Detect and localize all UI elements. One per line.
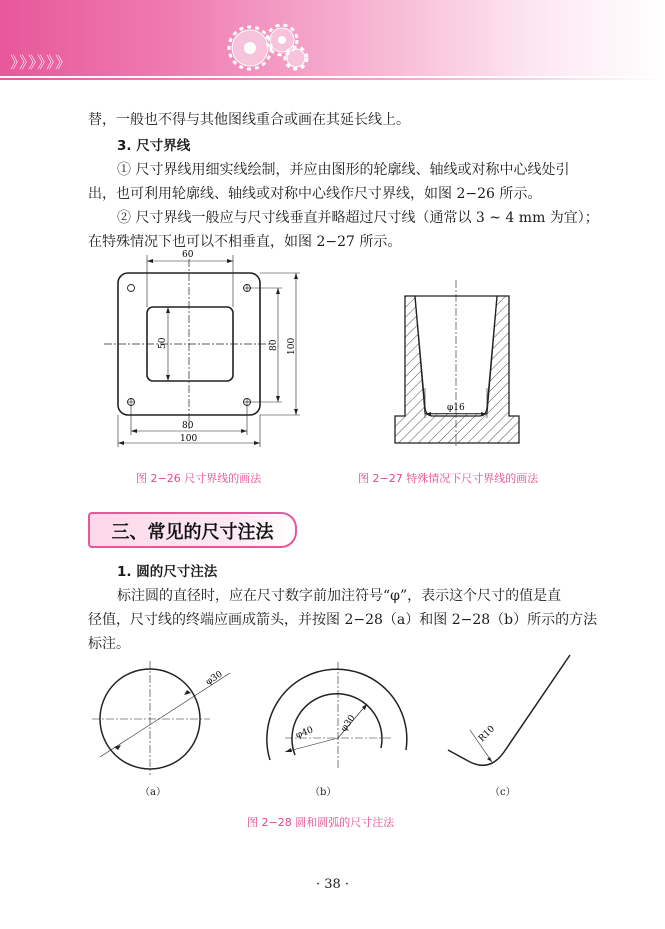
- header-rule: [0, 78, 665, 80]
- header-band: [0, 0, 665, 76]
- figure-2-28-caption: 图 2−28 圆和圆弧的尺寸注法: [247, 816, 395, 829]
- figure-label-b: （b）: [310, 787, 337, 798]
- text-line: 径值，尺寸线的终端应画成箭头，并按图 2−28（a）和图 2−28（b）所示的方法: [88, 612, 598, 628]
- figure-2-28c-drawing: [440, 650, 580, 775]
- figure-2-26-drawing: [100, 245, 315, 455]
- chevron-decoration-icon: 》》》》》》: [10, 53, 73, 72]
- dim-80-horizontal-label: 80: [182, 421, 194, 431]
- dim-phi30-label: φ30: [204, 669, 225, 688]
- dim-100-horizontal-label: 100: [180, 434, 198, 444]
- subheading-dimension-extension-line: 3. 尺寸界线: [117, 138, 191, 154]
- dim-80-vertical-label: 80: [269, 339, 279, 351]
- dim-60-label: 60: [182, 250, 194, 260]
- figure-2-28a-drawing: [90, 655, 240, 775]
- gears-icon: [222, 18, 322, 82]
- section-title: 三、常见的尺寸注法: [111, 522, 274, 543]
- dim-phi40-label: φ40: [294, 725, 315, 741]
- figure-2-27-caption: 图 2−27 特殊情况下尺寸界线的画法: [358, 472, 539, 485]
- section-heading-box: [88, 512, 297, 548]
- text-line: 标注。: [88, 636, 130, 652]
- dim-phi30-arc-label: φ30: [339, 713, 358, 734]
- dim-phi16-label: φ16: [447, 403, 465, 413]
- page-number: · 38 ·: [315, 877, 350, 892]
- subheading-circle-dimension: 1. 圆的尺寸注法: [117, 564, 218, 580]
- dim-50-label: 50: [158, 337, 168, 349]
- figure-2-26-caption: 图 2−26 尺寸界线的画法: [136, 472, 262, 485]
- figure-label-c: （c）: [490, 787, 516, 798]
- text-line: ② 尺寸界线一般应与尺寸线垂直并略超过尺寸线（通常以 3 ~ 4 mm 为宜）；: [117, 210, 599, 226]
- text-line: 替，一般也不得与其他图线重合或画在其延长线上。: [88, 112, 410, 128]
- text-line: 标注圆的直径时，应在尺寸数字前加注符号“φ”，表示这个尺寸的值是直: [117, 588, 562, 604]
- dim-r10-label: R10: [477, 724, 498, 745]
- text-line: 在特殊情况下也可以不相垂直，如图 2−27 所示。: [88, 234, 402, 250]
- figure-2-28b-drawing: [255, 660, 415, 770]
- text-line: ① 尺寸界线用细实线绘制，并应由图形的轮廓线、轴线或对称中心线处引: [117, 162, 570, 178]
- figure-label-a: （a）: [140, 787, 166, 798]
- text-line: 出，也可利用轮廓线、轴线或对称中心线作尺寸界线，如图 2−26 所示。: [88, 186, 542, 202]
- dim-100-vertical-label: 100: [287, 337, 297, 355]
- figure-2-27-drawing: [385, 268, 530, 458]
